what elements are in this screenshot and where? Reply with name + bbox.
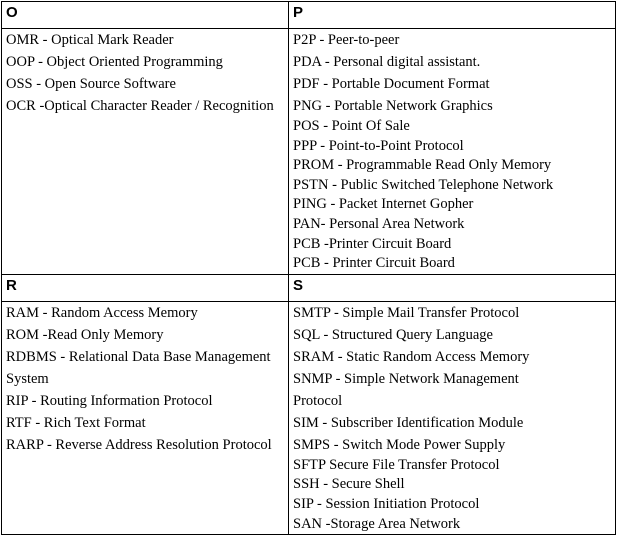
list-item: Protocol	[293, 392, 343, 409]
list-item: POS - Point Of Sale	[293, 118, 410, 134]
list-item: OMR - Optical Mark Reader	[6, 32, 174, 48]
list-item: SMTP - Simple Mail Transfer Protocol	[293, 304, 520, 321]
list-item: SQL - Structured Query Language	[293, 326, 493, 343]
list-item: RDBMS - Relational Data Base Management	[6, 348, 271, 365]
list-item: PAN- Personal Area Network	[293, 215, 465, 232]
list-item: PPP - Point-to-Point Protocol	[293, 137, 464, 154]
list-item: SRAM - Static Random Access Memory	[293, 348, 530, 365]
list-item: PSTN - Public Switched Telephone Network	[293, 176, 554, 193]
list-item: RTF - Rich Text Format	[6, 414, 146, 431]
list-item: SIM - Subscriber Identification Module	[293, 414, 524, 431]
cell-o-items	[2, 29, 289, 275]
list-item: SNMP - Simple Network Management	[293, 370, 519, 387]
list-item: OOP - Object Oriented Programming	[6, 54, 223, 70]
list-item: RAM - Random Access Memory	[6, 304, 198, 321]
cell-p-items	[289, 29, 616, 275]
letter-heading-s: S	[289, 274, 616, 301]
list-item: SIP - Session Initiation Protocol	[293, 495, 480, 512]
list-item: SMPS - Switch Mode Power Supply	[293, 436, 506, 453]
list-item: System	[6, 370, 49, 387]
list-item: PROM - Programmable Read Only Memory	[293, 157, 552, 174]
list-item: PCB -Printer Circuit Board	[293, 235, 452, 252]
list-item: PING - Packet Internet Gopher	[293, 196, 474, 213]
list-item: ROM -Read Only Memory	[6, 326, 164, 343]
list-item: OSS - Open Source Software	[6, 76, 176, 92]
list-item: PCB - Printer Circuit Board	[293, 255, 455, 272]
list-item: RARP - Reverse Address Resolution Protocol	[6, 436, 272, 453]
list-item: PDF - Portable Document Format	[293, 76, 490, 92]
body-row-r-s	[2, 301, 616, 534]
list-item: SAN -Storage Area Network	[293, 515, 461, 532]
list-item: SFTP Secure File Transfer Protocol	[293, 456, 500, 473]
list-item: OCR -Optical Character Reader / Recognition	[6, 98, 274, 114]
list-item: SSH - Secure Shell	[293, 476, 405, 493]
letter-heading-o: O	[2, 2, 289, 29]
header-row-r-s	[2, 274, 616, 301]
abbreviation-table	[1, 1, 616, 535]
letter-heading-r: R	[2, 274, 289, 301]
list-item: PNG - Portable Network Graphics	[293, 98, 493, 114]
body-row-o-p	[2, 29, 616, 275]
list-item: P2P - Peer-to-peer	[293, 32, 400, 48]
cell-s-items	[289, 301, 616, 534]
header-row-o-p	[2, 2, 616, 29]
cell-r-items	[2, 301, 289, 534]
list-item: PDA - Personal digital assistant.	[293, 54, 481, 70]
letter-heading-p: P	[289, 2, 616, 29]
list-item: RIP - Routing Information Protocol	[6, 392, 213, 409]
